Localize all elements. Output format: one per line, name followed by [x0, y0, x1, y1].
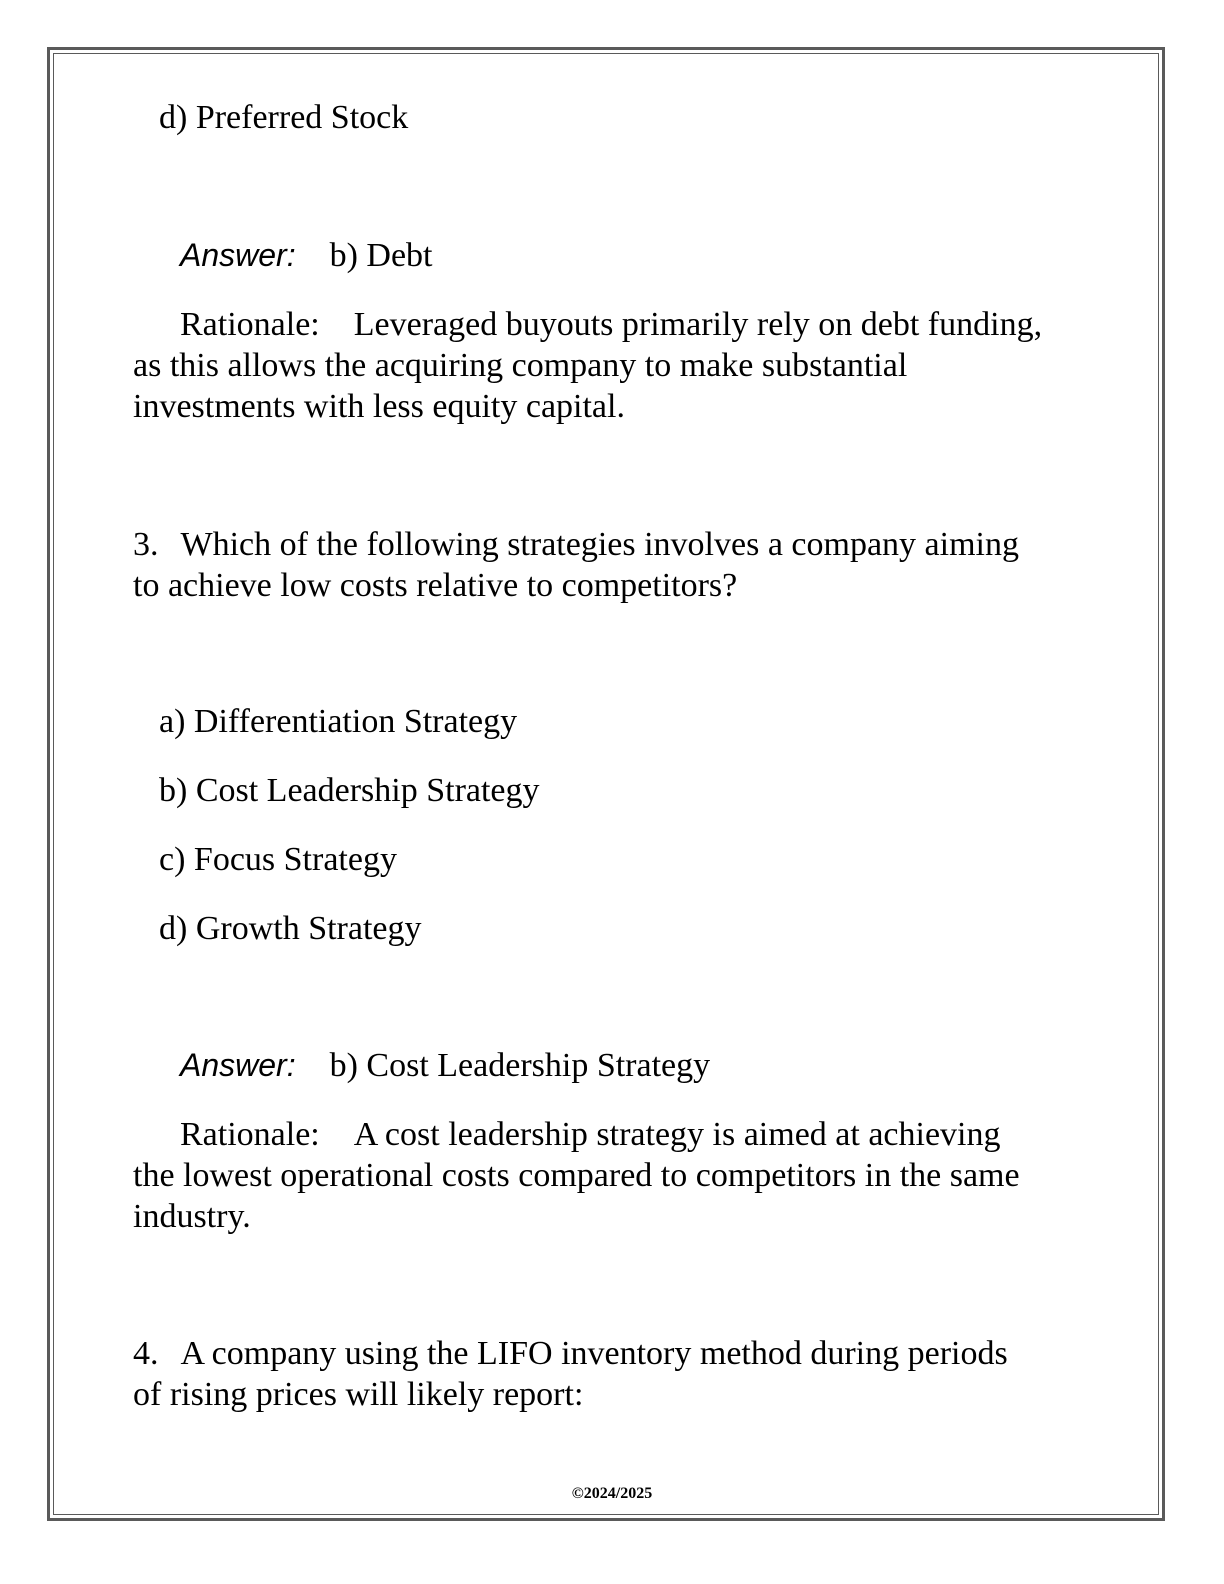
question-4-line-2: of rising prices will likely report: [133, 1376, 584, 1413]
rationale-line-prev-2: as this allows the acquiring company to make substantial [133, 347, 908, 384]
question-3-line-1 [133, 524, 1019, 565]
rationale-text: A cost leadership strategy is aimed at achieving [353, 1116, 1001, 1153]
question-4-number: 4. [133, 1335, 159, 1372]
question-3-option-d: d) Growth Strategy [159, 910, 422, 947]
rationale-label: Rationale: [180, 1116, 320, 1153]
rationale-label: Rationale: [180, 306, 320, 343]
question-3-rationale-line-2: the lowest operational costs compared to competitors in the same [133, 1157, 1020, 1194]
answer-value: b) Cost Leadership Strategy [329, 1047, 711, 1084]
question-3-number: 3. [133, 526, 159, 563]
answer-value: b) Debt [329, 237, 433, 274]
question-4-line-1 [133, 1333, 1008, 1374]
question-3-rationale-line-1 [180, 1114, 1001, 1155]
question-3-text: Which of the following strategies involves a company aiming [180, 526, 1019, 563]
rationale-line-prev-3: investments with less equity capital. [133, 388, 625, 425]
answer-line-prev [180, 235, 433, 276]
answer-label: Answer: [180, 1047, 296, 1083]
question-3-option-b: b) Cost Leadership Strategy [159, 772, 540, 809]
question-3-line-2: to achieve low costs relative to competitors? [133, 567, 738, 604]
rationale-line-prev-1 [180, 304, 1042, 345]
page-footer: ©2024/2025 [571, 1485, 653, 1502]
question-3-answer-line [180, 1045, 710, 1086]
question-3-option-c: c) Focus Strategy [159, 841, 397, 878]
option-d-prev: d) Preferred Stock [159, 99, 409, 136]
question-3-rationale-line-3: industry. [133, 1198, 251, 1235]
rationale-text: Leveraged buyouts primarily rely on debt funding, [353, 306, 1043, 343]
question-3-option-a: a) Differentiation Strategy [159, 703, 518, 740]
answer-label: Answer: [180, 237, 296, 273]
question-4-text: A company using the LIFO inventory method during periods [180, 1335, 1008, 1372]
